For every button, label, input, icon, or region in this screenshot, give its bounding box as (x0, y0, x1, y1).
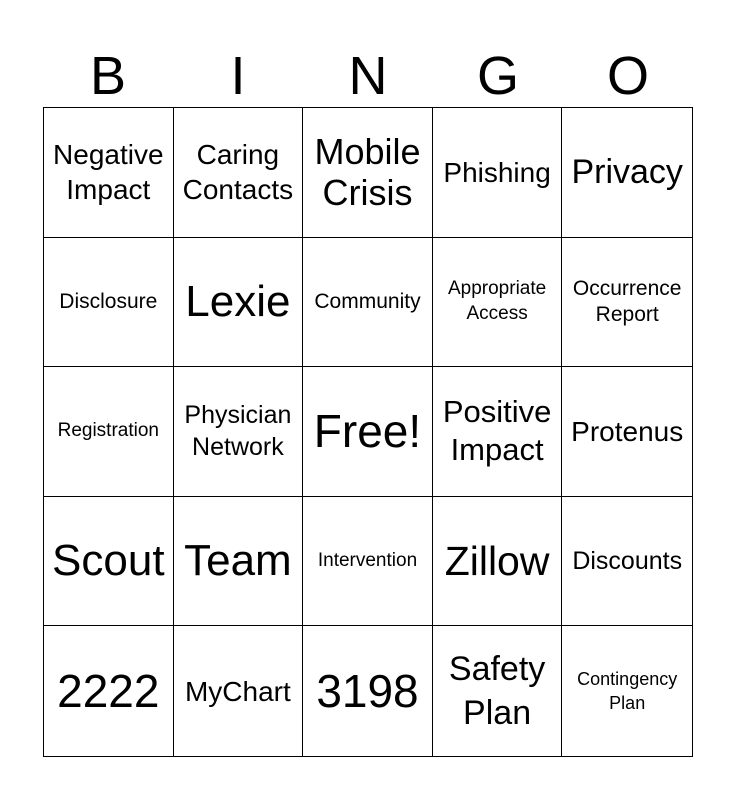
bingo-cell-intervention (303, 497, 433, 627)
cell-text-line1: Team (184, 535, 292, 585)
bingo-cell-free-space (303, 367, 433, 497)
bingo-cell-team (174, 497, 304, 627)
cell-text-line1: Negative (53, 139, 164, 171)
bingo-cell-community (303, 238, 433, 368)
cell-text-line1: Community (314, 289, 421, 313)
cell-text-line1: MyChart (184, 675, 291, 707)
bingo-board (43, 107, 693, 757)
bingo-cell-mychart (174, 626, 304, 756)
bingo-cell-negative-impact (44, 108, 174, 238)
bingo-cell-lexie (174, 238, 304, 368)
cell-text-line1: Scout (52, 535, 165, 585)
bingo-cell-appropriate-access (433, 238, 563, 368)
cell-text-line1: Phishing (443, 156, 551, 188)
bingo-cell-zillow (433, 497, 563, 627)
header-letter-b: B (89, 46, 127, 106)
bingo-cell-privacy (562, 108, 692, 238)
bingo-cell-positive-impact (433, 367, 563, 497)
header-letter-g: G (476, 46, 519, 106)
bingo-cell-registration (44, 367, 174, 497)
cell-text-line1: Caring (196, 139, 280, 171)
cell-text-line1: Intervention (317, 549, 418, 571)
cell-text-line1: Positive (442, 393, 552, 429)
cell-text-line1: Protenus (571, 415, 684, 447)
cell-text-line2: Contacts (182, 174, 294, 206)
cell-text-line1: Registration (57, 420, 159, 442)
bingo-cell-phishing (433, 108, 563, 238)
cell-text-line1: Physician (184, 400, 292, 429)
cell-text-line2: Plan (609, 693, 646, 714)
cell-text-line1: 3198 (316, 664, 419, 717)
cell-text-line1: Disclosure (59, 289, 158, 313)
cell-text-line2: Access (466, 302, 528, 324)
header-letter-i: I (230, 46, 246, 106)
header-letter-n: N (348, 46, 388, 106)
cell-text-line2: Plan (463, 694, 532, 733)
bingo-header (43, 46, 693, 106)
bingo-cell-caring-contacts (174, 108, 304, 238)
bingo-cell-2222 (44, 626, 174, 756)
cell-text-line2: Impact (450, 432, 544, 468)
bingo-cell-mobile-crisis (303, 108, 433, 238)
cell-text-line1: Safety (448, 650, 546, 688)
bingo-cell-contingency-plan (562, 626, 692, 756)
cell-text-line2: Report (595, 302, 659, 326)
cell-text-line1: Free! (313, 405, 422, 458)
cell-text-line2: Network (192, 433, 284, 462)
cell-text-line1: 2222 (57, 664, 160, 717)
cell-text-line2: Impact (66, 174, 151, 206)
header-letter-o: O (606, 46, 649, 106)
bingo-cell-disclosure (44, 238, 174, 368)
bingo-cell-scout (44, 497, 174, 627)
cell-text-line1: Discounts (572, 546, 683, 575)
bingo-cell-occurrence-report (562, 238, 692, 368)
cell-text-line1: Contingency (577, 668, 678, 689)
bingo-cell-discounts (562, 497, 692, 627)
cell-text-line1: Zillow (444, 537, 550, 584)
bingo-cell-physician-network (174, 367, 304, 497)
cell-text-line1: Privacy (571, 153, 683, 192)
cell-text-line2: Crisis (322, 172, 413, 214)
cell-text-line1: Lexie (185, 276, 291, 326)
cell-text-line1: Mobile (314, 130, 421, 172)
bingo-cell-protenus (562, 367, 692, 497)
bingo-cell-safety-plan (433, 626, 563, 756)
cell-text-line1: Appropriate (447, 278, 547, 300)
cell-text-line1: Occurrence (572, 276, 682, 300)
bingo-cell-3198 (303, 626, 433, 756)
